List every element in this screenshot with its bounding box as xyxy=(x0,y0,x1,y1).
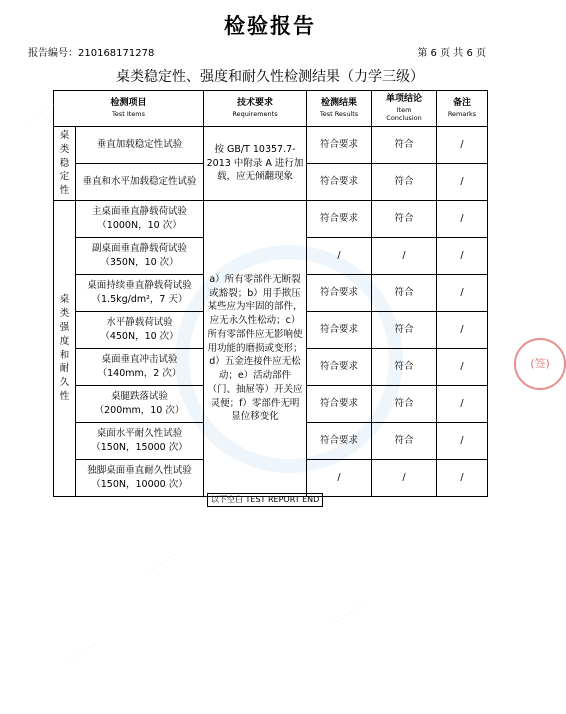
header-item-conclusion-cn: 单项结论 xyxy=(386,94,423,105)
item-conclusion: 符合 xyxy=(372,386,437,423)
test-result: 符合要求 xyxy=(307,386,372,423)
header-requirements xyxy=(204,91,307,127)
test-result: / xyxy=(307,238,372,275)
test-item-params: （450N，10 次） xyxy=(100,331,179,342)
category-char: 耐 xyxy=(59,363,70,375)
test-item-params: （150N，10000 次） xyxy=(91,479,188,490)
watermark: · · · · · · · · xyxy=(140,550,178,579)
header-test-items-en: Test Items xyxy=(111,110,146,119)
watermark: · · · · · · · · xyxy=(20,100,58,129)
category-char: 类 xyxy=(59,143,70,155)
item-conclusion: 符合 xyxy=(372,275,437,312)
test-item-params: （150N，15000 次） xyxy=(91,442,188,453)
category-char: 性 xyxy=(59,390,70,402)
test-item-name: 独脚桌面垂直耐久性试验 xyxy=(87,465,192,477)
header-requirements-cn: 技术要求 xyxy=(237,98,274,109)
item-conclusion: 符合 xyxy=(372,164,437,201)
header-test-items xyxy=(54,91,204,127)
results-table xyxy=(53,90,488,497)
table-subtitle: 桌类稳定性、强度和耐久性检测结果（力学三级） xyxy=(116,69,424,85)
header-remarks-cn: 备注 xyxy=(453,98,472,109)
test-item xyxy=(76,460,204,497)
remark: / xyxy=(437,386,488,423)
test-item-params: （350N，10 次） xyxy=(100,257,179,268)
test-item-name: 水平静载荷试验 xyxy=(106,317,173,329)
category-stability xyxy=(54,127,76,201)
test-item: 垂直和水平加载稳定性试验 xyxy=(76,164,204,201)
test-result: 符合要求 xyxy=(307,312,372,349)
test-item-name: 桌面持续垂直静载荷试验 xyxy=(87,280,192,292)
test-item-name: 桌腿跌落试验 xyxy=(111,391,169,403)
header-item-conclusion-en1: Item xyxy=(396,105,412,114)
category-char: 久 xyxy=(59,377,70,389)
category-char: 类 xyxy=(59,308,70,320)
header-test-items-cn: 检测项目 xyxy=(110,98,147,109)
test-report-end-note: 以下空白 TEST REPORT END xyxy=(207,493,323,507)
remark: / xyxy=(437,164,488,201)
remark: / xyxy=(437,460,488,497)
requirement-stability: 按 GB/T 10357.7-2013 中附录 A 进行加载，应无倾翻现象 xyxy=(204,127,307,201)
test-item-params: （140mm，2 次） xyxy=(97,368,182,379)
test-result: 符合要求 xyxy=(307,164,372,201)
test-item-params: （1.5kg/dm²，7 天） xyxy=(91,294,188,305)
header-test-results-cn: 检测结果 xyxy=(321,98,358,109)
item-conclusion: 符合 xyxy=(372,312,437,349)
category-char: 桌 xyxy=(59,130,70,142)
item-conclusion: 符合 xyxy=(372,127,437,164)
report-number: 报告编号：210168171278 xyxy=(28,48,155,59)
test-result: 符合要求 xyxy=(307,127,372,164)
watermark: · · · · · · · · xyxy=(330,600,368,629)
test-item xyxy=(76,201,204,238)
test-result: 符合要求 xyxy=(307,423,372,460)
category-char: 稳 xyxy=(59,157,70,169)
test-result: 符合要求 xyxy=(307,275,372,312)
test-item: 垂直加载稳定性试验 xyxy=(76,127,204,164)
category-strength-durability xyxy=(54,201,76,497)
item-conclusion: 符合 xyxy=(372,349,437,386)
header-item-conclusion-en2: Conclusion xyxy=(386,114,422,123)
official-seal: (签) xyxy=(514,338,566,390)
item-conclusion: 符合 xyxy=(372,201,437,238)
table-row xyxy=(54,201,488,238)
test-item-name: 副桌面垂直静载荷试验 xyxy=(92,243,188,255)
test-item xyxy=(76,238,204,275)
remark: / xyxy=(437,238,488,275)
category-char: 桌 xyxy=(59,294,70,306)
watermark: · · · · · · · · xyxy=(60,640,98,669)
test-item-name: 桌面水平耐久性试验 xyxy=(96,428,183,440)
test-item-params: （1000N，10 次） xyxy=(97,220,182,231)
category-char: 定 xyxy=(59,171,70,183)
test-result: 符合要求 xyxy=(307,201,372,238)
test-item xyxy=(76,349,204,386)
header-remarks-en: Remarks xyxy=(447,110,477,119)
header-test-results xyxy=(307,91,372,127)
remark: / xyxy=(437,201,488,238)
category-char: 度 xyxy=(59,335,70,347)
test-item xyxy=(76,386,204,423)
table-row xyxy=(54,127,488,164)
item-conclusion: / xyxy=(372,460,437,497)
remark: / xyxy=(437,275,488,312)
category-char: 强 xyxy=(59,321,70,333)
remark: / xyxy=(437,349,488,386)
category-char: 和 xyxy=(59,349,70,361)
header-requirements-en: Requirements xyxy=(232,110,278,119)
page-title: 检验报告 xyxy=(224,14,316,38)
test-item xyxy=(76,275,204,312)
header-item-conclusion xyxy=(372,91,437,127)
page-number: 第 6 页 共 6 页 xyxy=(417,48,486,59)
test-result: / xyxy=(307,460,372,497)
test-item-name: 桌面垂直冲击试验 xyxy=(101,354,178,366)
test-item xyxy=(76,423,204,460)
header-test-results-en: Test Results xyxy=(319,110,359,119)
header-remarks xyxy=(437,91,488,127)
remark: / xyxy=(437,127,488,164)
item-conclusion: / xyxy=(372,238,437,275)
category-char: 性 xyxy=(59,185,70,197)
test-result: 符合要求 xyxy=(307,349,372,386)
test-item-name: 主桌面垂直静载荷试验 xyxy=(92,206,188,218)
test-item xyxy=(76,312,204,349)
test-item-params: （200mm，10 次） xyxy=(94,405,185,416)
requirement-strength: a）所有零部件无断裂或豁裂；b）用手揿压某些应为牢固的部件，应无永久性松动；c）所有零部件应无影响使用功能的磨损或变形；d）五金连接件应无松动；e）活动部件（门、抽屉等）开关应灵便；f）零部件无明显位移变化 xyxy=(204,201,307,497)
item-conclusion: 符合 xyxy=(372,423,437,460)
remark: / xyxy=(437,312,488,349)
table-header-row xyxy=(54,91,488,127)
remark: / xyxy=(437,423,488,460)
